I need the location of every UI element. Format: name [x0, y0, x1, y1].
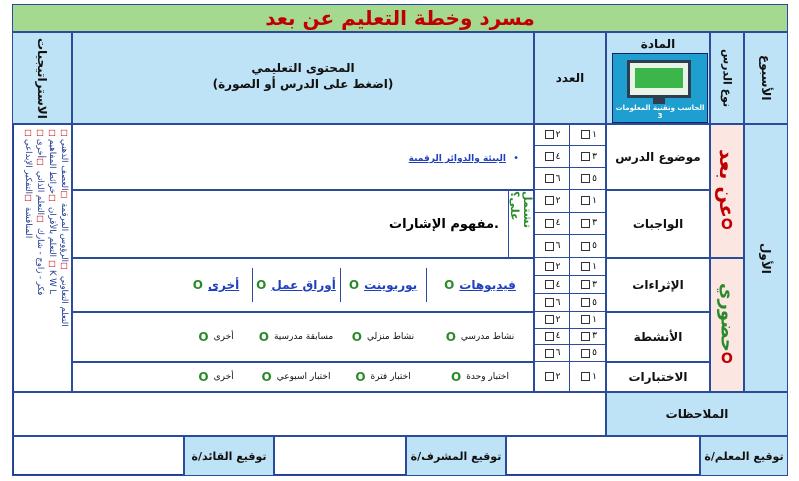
count-number: ٢: [555, 261, 561, 272]
option-label: اختبار اسبوعي: [276, 372, 331, 382]
strategy-item[interactable]: ☐العصف الذهني: [59, 139, 69, 201]
count-checkbox[interactable]: [545, 219, 554, 228]
count-number: ٢: [555, 314, 561, 325]
notes-label: الملاحظات: [665, 407, 729, 421]
lesson-type-inperson[interactable]: [710, 258, 744, 392]
option-radio-icon[interactable]: O: [451, 370, 462, 384]
count-number: ٢: [555, 371, 561, 382]
option-radio-icon[interactable]: O: [198, 330, 209, 344]
option-label[interactable]: أوراق عمل: [271, 278, 336, 292]
strategy-column: [22, 129, 33, 389]
count-number: ١: [592, 129, 597, 140]
subject-header: [606, 32, 710, 124]
count-checkbox[interactable]: [581, 315, 590, 324]
option-1[interactable]: [340, 312, 426, 362]
subject-image-caption: الحاسب وتقنية المعلومات 3: [615, 104, 705, 120]
count-checkbox[interactable]: [545, 196, 554, 205]
count-row: [534, 362, 606, 392]
count-number: ٦: [555, 173, 561, 184]
bullet-icon: •: [513, 153, 519, 164]
option-3[interactable]: [180, 362, 252, 392]
option-0[interactable]: [426, 362, 534, 392]
count-checkbox[interactable]: [545, 372, 554, 381]
count-checkbox[interactable]: [545, 315, 554, 324]
count-checkbox[interactable]: [581, 242, 590, 251]
page-title: مسرد وخطة التعليم عن بعد: [265, 6, 535, 30]
option-label: نشاط مدرسي: [460, 332, 515, 342]
subject-image[interactable]: [612, 53, 708, 123]
count-number: ٤: [555, 218, 561, 229]
option-radio-icon[interactable]: O: [198, 370, 209, 384]
option-label[interactable]: بوربوينت: [364, 278, 418, 292]
row-label-topic: [606, 124, 710, 190]
strategies-header-label: الاستراتيجيات: [35, 37, 49, 119]
title-bar: [12, 4, 788, 32]
supervisor-signature-label-cell: [406, 436, 506, 476]
strategy-item[interactable]: ☐التفكير الإبداعي: [23, 139, 33, 205]
count-checkbox[interactable]: [581, 219, 590, 228]
teacher-signature-label: توقيع المعلم/ة: [704, 449, 784, 463]
option-label[interactable]: فيديوهات: [459, 278, 516, 292]
notes-label-cell: [606, 392, 788, 436]
count-checkbox[interactable]: [545, 349, 554, 358]
count-number: ٤: [555, 151, 561, 162]
count-row: [534, 213, 606, 236]
count-number: ٣: [592, 218, 597, 229]
count-row: [534, 329, 606, 346]
lesson-type-remote-circle[interactable]: O: [721, 217, 733, 234]
option-3[interactable]: [180, 312, 252, 362]
count-row: [534, 294, 606, 312]
strategy-item[interactable]: ☐المناقشة: [23, 129, 33, 239]
strategy-item[interactable]: ☐الرؤوس المرقمة: [59, 203, 69, 273]
count-row: [534, 168, 606, 190]
count-number: ٦: [555, 348, 561, 359]
count-checkbox[interactable]: [581, 196, 590, 205]
supervisor-signature-field[interactable]: [274, 436, 406, 476]
count-number: ٤: [555, 279, 561, 290]
count-row: [534, 235, 606, 258]
count-header-label: العدد: [555, 71, 585, 85]
count-number: ١: [592, 195, 597, 206]
option-1[interactable]: [340, 362, 426, 392]
option-radio-icon[interactable]: O: [192, 278, 203, 292]
topic-link[interactable]: البيئة والدوائر الرقمية: [408, 154, 506, 164]
count-checkbox[interactable]: [545, 242, 554, 251]
count-checkbox[interactable]: [545, 174, 554, 183]
leader-signature-field[interactable]: [12, 436, 184, 476]
count-checkbox[interactable]: [581, 174, 590, 183]
strategy-item[interactable]: ☐K W L: [47, 259, 57, 294]
option-label: اختبار وحدة: [466, 372, 509, 382]
count-number: ٥: [592, 297, 597, 308]
strategies-header: [12, 32, 72, 124]
count-number: ٢: [555, 195, 561, 206]
option-0[interactable]: [426, 258, 534, 312]
count-row: [534, 312, 606, 329]
count-checkbox[interactable]: [545, 130, 554, 139]
lesson-type-remote-label: عن بعد: [715, 148, 739, 218]
count-checkbox[interactable]: [581, 332, 590, 341]
strategies-list: [13, 129, 69, 389]
subject-header-label: المادة: [640, 37, 676, 51]
count-checkbox[interactable]: [581, 298, 590, 307]
count-number: ٢: [555, 129, 561, 140]
count-number: ١: [592, 314, 597, 325]
count-row: [534, 146, 606, 168]
count-number: ٣: [592, 331, 597, 342]
count-number: ١: [592, 261, 597, 272]
count-header: [534, 32, 606, 124]
includes-label: تشتمل على؟: [508, 191, 534, 229]
count-checkbox[interactable]: [581, 262, 590, 271]
option-radio-icon[interactable]: O: [261, 370, 272, 384]
strategy-column: [34, 129, 45, 389]
monitor-icon: [627, 60, 691, 98]
count-row: [534, 124, 606, 146]
teacher-signature-label-cell: [700, 436, 788, 476]
row-label-homework: [606, 190, 710, 258]
lesson-type-header: [710, 32, 744, 124]
row-label-tests-text: الاختبارات: [628, 370, 688, 384]
row-label-enrichment-text: الإثراءات: [632, 278, 684, 292]
count-row: [534, 258, 606, 276]
count-row: [534, 276, 606, 294]
supervisor-signature-label: توقيع المشرف/ة: [410, 449, 502, 463]
option-radio-icon[interactable]: O: [258, 330, 269, 344]
option-label: أخرى: [213, 372, 234, 382]
option-radio-icon[interactable]: O: [444, 278, 455, 292]
option-2[interactable]: [252, 258, 340, 312]
count-number: ٥: [592, 348, 597, 359]
count-checkbox[interactable]: [581, 372, 590, 381]
option-radio-icon[interactable]: O: [348, 278, 360, 292]
strategies-cell: [12, 124, 72, 392]
option-radio-icon[interactable]: O: [445, 330, 456, 344]
lesson-type-inperson-circle[interactable]: O: [721, 351, 733, 368]
option-3[interactable]: [180, 258, 252, 312]
option-label: نشاط منزلي: [366, 332, 415, 342]
strategy-column: [58, 129, 69, 389]
count-checkbox[interactable]: [545, 280, 554, 289]
row-label-activities: [606, 312, 710, 362]
count-number: ٣: [592, 279, 597, 290]
count-checkbox[interactable]: [581, 130, 590, 139]
option-label: مسابقة مدرسية: [273, 332, 334, 342]
count-number: ٣: [592, 151, 597, 162]
option-label: أخرى: [213, 332, 234, 342]
option-label: اختبار فترة: [370, 372, 411, 382]
count-number: ١: [592, 371, 597, 382]
count-checkbox[interactable]: [545, 262, 554, 271]
count-checkbox[interactable]: [545, 152, 554, 161]
option-2[interactable]: [252, 362, 340, 392]
homework-text: مفهوم الإشارات.: [389, 217, 499, 232]
option-1[interactable]: [340, 258, 426, 312]
count-number: ٤: [555, 331, 561, 342]
count-row: [534, 345, 606, 362]
count-number: ٥: [592, 241, 597, 252]
topic-content: [72, 124, 534, 190]
strategy-item[interactable]: ☐التعلم بالأقران: [47, 129, 57, 257]
strategy-item[interactable]: ☐التعلم التعاوني: [59, 129, 69, 327]
count-row: [534, 190, 606, 213]
row-label-enrichment: [606, 258, 710, 312]
strategy-item[interactable]: ☐أخرى: [35, 139, 45, 168]
week-cell: [744, 124, 788, 392]
count-checkbox[interactable]: [581, 280, 590, 289]
option-0[interactable]: [426, 312, 534, 362]
lesson-type-inperson-label: حضوري: [716, 282, 738, 352]
lesson-type-header-label: نوع الدرس: [720, 48, 734, 108]
homework-content: [72, 190, 534, 258]
leader-signature-label-cell: [184, 436, 274, 476]
teacher-signature-field[interactable]: [506, 436, 700, 476]
strategy-item[interactable]: ☐خرائط المفاهيم: [47, 139, 57, 204]
content-header-label: المحتوى التعليمي: [251, 61, 355, 75]
count-number: ٦: [555, 241, 561, 252]
option-radio-icon[interactable]: O: [351, 330, 362, 344]
strategy-item[interactable]: ☐فكر - زاوج - شارك: [35, 129, 45, 296]
content-header-hint: (اضغط على الدرس أو الصورة): [212, 77, 394, 91]
content-header: [72, 32, 534, 124]
week-header-label: الأسبوع: [759, 55, 773, 101]
lesson-type-remote[interactable]: [710, 124, 744, 258]
count-checkbox[interactable]: [545, 298, 554, 307]
row-label-tests: [606, 362, 710, 392]
week-value: الأول: [759, 242, 773, 274]
row-label-topic-text: موضوع الدرس: [615, 150, 701, 164]
option-label[interactable]: أخرى: [207, 278, 240, 292]
count-checkbox[interactable]: [581, 349, 590, 358]
option-2[interactable]: [252, 312, 340, 362]
leader-signature-label: توقيع القائد/ة: [191, 449, 267, 463]
count-number: ٦: [555, 297, 561, 308]
notes-input[interactable]: [12, 392, 606, 436]
count-number: ٥: [592, 173, 597, 184]
count-checkbox[interactable]: [581, 152, 590, 161]
strategy-column: [46, 129, 57, 389]
week-header: [744, 32, 788, 124]
option-radio-icon[interactable]: O: [355, 370, 366, 384]
row-label-activities-text: الأنشطة: [633, 330, 683, 344]
count-checkbox[interactable]: [545, 332, 554, 341]
option-radio-icon[interactable]: O: [256, 278, 267, 292]
row-label-homework-text: الواجبات: [632, 217, 684, 231]
includes-label-cell: [508, 190, 534, 258]
strategy-item[interactable]: ☐التعلم الذاتي: [35, 170, 45, 225]
